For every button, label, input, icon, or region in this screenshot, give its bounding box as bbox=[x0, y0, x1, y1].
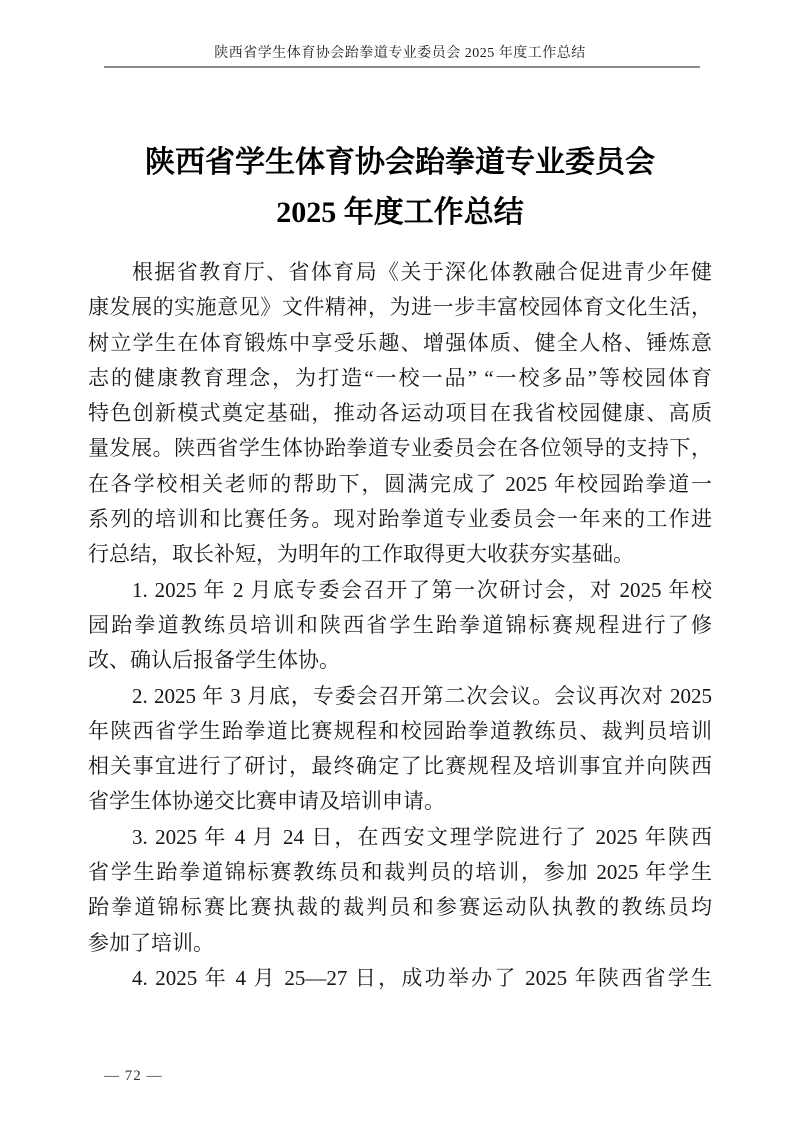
text-line: 4. 2025 年 4 月 25—27 日，成功举办了 2025 年陕西省学生 bbox=[132, 965, 712, 990]
paragraph bbox=[88, 573, 712, 679]
paragraph bbox=[88, 255, 712, 573]
text-line: 康发展的实施意见》文件精神，为进一步丰富校园体育文化生活， bbox=[88, 295, 712, 320]
text-line: 省学生体协递交比赛申请及培训申请。 bbox=[88, 789, 445, 814]
page-footer bbox=[104, 1068, 163, 1085]
title-line-1: 陕西省学生体育协会跆拳道专业委员会 bbox=[145, 146, 655, 179]
text-line: 树立学生在体育锻炼中享受乐趣、增强体质、健全人格、锤炼意 bbox=[88, 330, 712, 355]
text-line: 量发展。陕西省学生体协跆拳道专业委员会在各位领导的支持下， bbox=[88, 436, 712, 461]
text-line: 年陕西省学生跆拳道比赛规程和校园跆拳道教练员、裁判员培训 bbox=[88, 718, 712, 743]
page-number: — 72 — bbox=[104, 1068, 163, 1084]
text-line: 行总结，取长补短，为明年的工作取得更大收获夯实基础。 bbox=[88, 542, 634, 567]
title-line-2: 2025 年度工作总结 bbox=[276, 196, 524, 229]
text-line: 根据省教育厅、省体育局《关于深化体教融合促进青少年健 bbox=[132, 260, 712, 284]
text-line: 园跆拳道教练员培训和陕西省学生跆拳道锦标赛规程进行了修 bbox=[88, 612, 712, 637]
document-body bbox=[88, 255, 712, 996]
header-divider bbox=[104, 66, 700, 68]
text-line: 系列的培训和比赛任务。现对跆拳道专业委员会一年来的工作进 bbox=[88, 507, 712, 532]
paragraph bbox=[88, 961, 712, 996]
text-line: 参加了培训。 bbox=[88, 930, 214, 955]
text-line: 改、确认后报备学生体协。 bbox=[88, 648, 340, 673]
text-line: 1. 2025 年 2 月底专委会召开了第一次研讨会，对 2025 年校 bbox=[132, 577, 712, 602]
paragraph bbox=[88, 820, 712, 961]
text-line: 特色创新模式奠定基础，推动各运动项目在我省校园健康、高质 bbox=[88, 401, 712, 426]
text-line: 省学生跆拳道锦标赛教练员和裁判员的培训，参加 2025 年学生 bbox=[88, 860, 712, 885]
text-line: 3. 2025 年 4 月 24 日，在西安文理学院进行了 2025 年陕西 bbox=[132, 824, 712, 849]
text-line: 志的健康教育理念，为打造“一校一品” “一校多品”等校园体育 bbox=[88, 365, 712, 390]
text-line: 2. 2025 年 3 月底，专委会召开第二次会议。会议再次对 2025 bbox=[132, 683, 712, 708]
document-title bbox=[40, 138, 760, 238]
text-line: 相关事宜进行了研讨，最终确定了比赛规程及培训事宜并向陕西 bbox=[88, 754, 712, 779]
page-header bbox=[0, 45, 800, 63]
paragraph bbox=[88, 679, 712, 820]
text-line: 跆拳道锦标赛比赛执裁的裁判员和参赛运动队执教的教练员均 bbox=[88, 895, 712, 920]
text-line: 在各学校相关老师的帮助下，圆满完成了 2025 年校园跆拳道一 bbox=[88, 471, 712, 496]
header-text: 陕西省学生体育协会跆拳道专业委员会 2025 年度工作总结 bbox=[214, 46, 586, 61]
